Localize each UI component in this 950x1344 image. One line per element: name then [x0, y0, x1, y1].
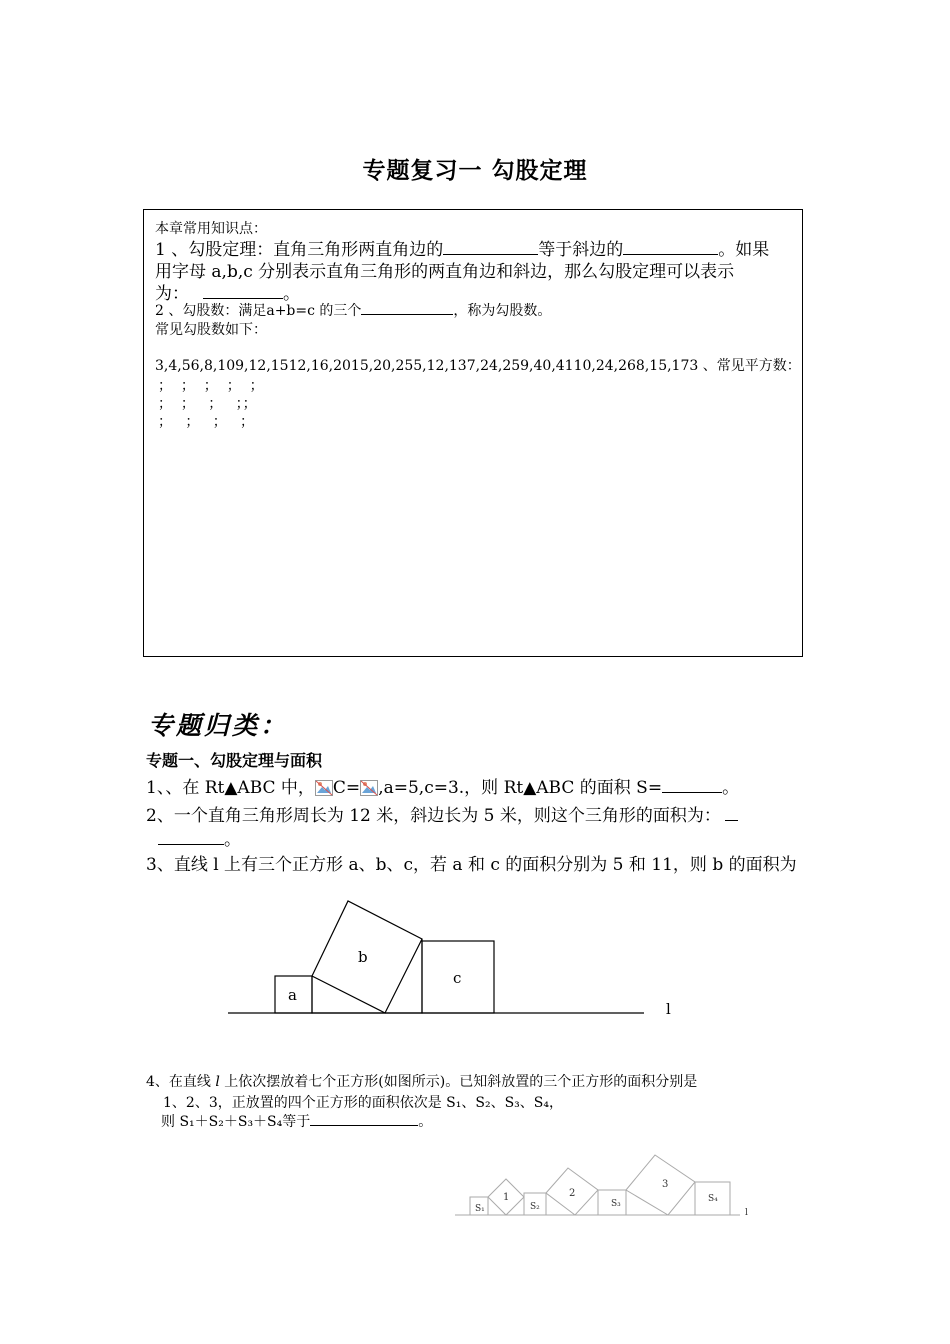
- label-b: b: [358, 948, 368, 966]
- box-line-3: 为： 。: [155, 284, 300, 304]
- box-line-5: 常见勾股数如下：: [155, 322, 267, 338]
- box-heading: 本章常用知识点：: [155, 221, 267, 237]
- box-line-8: ； ； ； ；；: [158, 396, 257, 412]
- label-s1: S₁: [475, 1204, 485, 1214]
- label-l: l: [745, 1208, 748, 1218]
- question-4-line-3: 则 S₁＋S₂＋S₃＋S₄等于 。: [161, 1111, 432, 1131]
- question-3: 3、直线 l 上有三个正方形 a、b、c，若 a 和 c 的面积分别为 5 和 11，则 b 的面积为: [146, 855, 797, 875]
- question-1: 1、、在 Rt▲ABC 中， C= ,a=5,c=3.，则 Rt▲ABC 的面积 S= 。: [146, 778, 740, 798]
- label-2: 2: [569, 1188, 576, 1199]
- box-line-1: 1 、勾股定理：直角三角形两直角边的 等于斜边的 。如果: [155, 240, 770, 260]
- question-4-line-2: 1、2、3，正放置的四个正方形的面积依次是 S₁、S₂、S₃、S₄，: [163, 1095, 563, 1111]
- label-s2: S₂: [530, 1202, 540, 1212]
- label-s3: S₃: [611, 1199, 621, 1209]
- section-heading: 专题归类：: [148, 711, 289, 740]
- question-2: 2、一个直角三角形周长为 12 米，斜边长为 5 米，则这个三角形的面积为：: [146, 801, 738, 826]
- box-line-9: ； ； ； ；: [158, 414, 255, 430]
- page-title: 专题复习一 勾股定理: [362, 158, 588, 184]
- box-line-2: 用字母 a,b,c 分别表示直角三角形的两直角边和斜边，那么勾股定理可以表示: [155, 262, 735, 282]
- square-3: [626, 1155, 695, 1215]
- label-l: l: [666, 1000, 671, 1018]
- subsection-heading: 专题一、勾股定理与面积: [146, 751, 323, 770]
- box-line-7: ； ； ； ； ；: [158, 378, 264, 394]
- box-line-4: 2 、勾股数：满足a+b=c 的三个 ，称为勾股数。: [155, 300, 551, 320]
- question-2-cont: 。: [158, 825, 241, 850]
- question-4-line-1: 4、在直线 l 上依次摆放着七个正方形(如图所示)。已知斜放置的三个正方形的面积分别是: [146, 1074, 698, 1090]
- label-a: a: [288, 986, 297, 1004]
- box-line-6: 3,4,56,8,109,12,1512,16,2015,20,255,12,137,24,259,40,4110,24,268,15,173 、常见平方数：: [155, 358, 801, 374]
- label-3: 3: [662, 1179, 669, 1190]
- label-c: c: [453, 969, 462, 987]
- label-s4: S₄: [708, 1194, 718, 1204]
- label-1: 1: [503, 1192, 510, 1203]
